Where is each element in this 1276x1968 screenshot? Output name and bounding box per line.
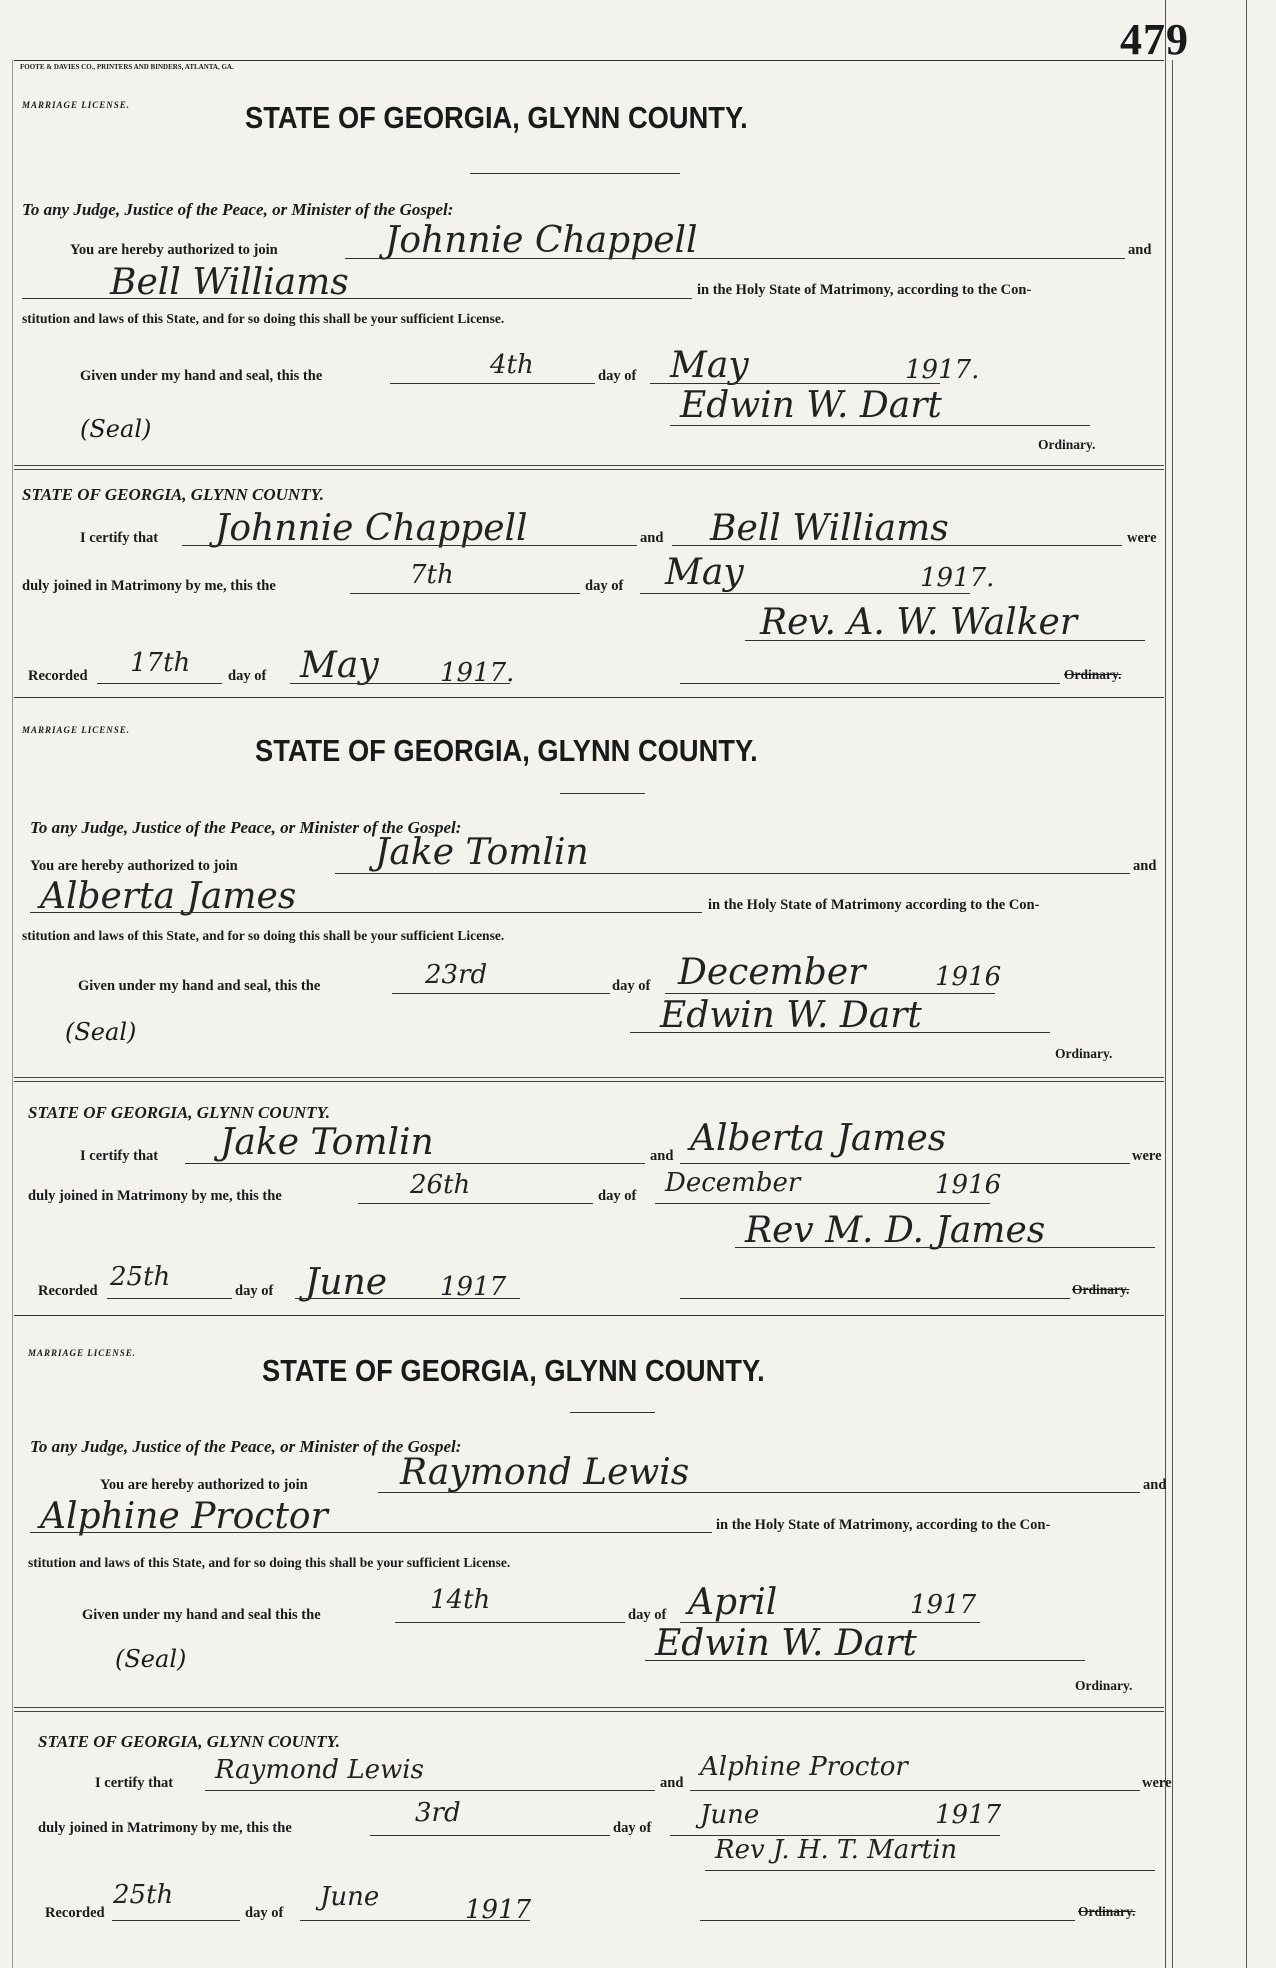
cert-day-of: day of xyxy=(598,1188,637,1204)
cert-groom: Johnnie Chappell xyxy=(215,508,528,549)
license-label: MARRIAGE LICENSE. xyxy=(22,100,131,110)
given-month: December xyxy=(678,952,866,993)
bride-name: Alberta James xyxy=(40,876,297,917)
cert-bride-line xyxy=(672,545,1122,546)
seal-mark: (Seal) xyxy=(80,415,152,443)
holy-state-text: in the Holy State of Matrimony according to the Con- xyxy=(708,897,1040,913)
top-rule xyxy=(14,60,1164,61)
stitution-text: stitution and laws of this State, and for so doing this shall be your sufficient License. xyxy=(22,928,505,943)
given-month-line xyxy=(650,383,940,384)
ordinary-signature: Edwin W. Dart xyxy=(680,385,942,426)
bride-name: Bell Williams xyxy=(110,262,349,303)
ordinary-sign-line xyxy=(630,1032,1050,1033)
and-word: and xyxy=(1143,1477,1167,1493)
printer-line: FOOTE & DAVIES CO., PRINTERS AND BINDERS, ATLANTA, GA. xyxy=(20,63,234,71)
ordinary-signature: Edwin W. Dart xyxy=(655,1623,917,1664)
duly-text: duly joined in Matrimony by me, this the xyxy=(28,1188,282,1204)
rec-month: June xyxy=(305,1262,388,1303)
cert-month-line xyxy=(640,593,970,594)
cert-groom-line xyxy=(185,1163,645,1164)
license-label: MARRIAGE LICENSE. xyxy=(28,1348,137,1358)
bride-line xyxy=(30,912,702,913)
cert-month: May xyxy=(665,552,744,593)
section-divider xyxy=(14,465,1164,470)
rec-day: 17th xyxy=(130,648,191,678)
cert-and: and xyxy=(650,1148,674,1164)
rec-day-of: day of xyxy=(235,1283,274,1299)
cert-groom: Raymond Lewis xyxy=(215,1755,424,1785)
cert-month-line xyxy=(655,1203,990,1204)
cert-year: 1916 xyxy=(935,1170,1002,1200)
to-any-line: To any Judge, Justice of the Peace, or Minister of the Gospel: xyxy=(30,1437,462,1456)
holy-state-text: in the Holy State of Matrimony, according to the Con- xyxy=(697,282,1032,298)
right-margin-rule xyxy=(1165,0,1166,1968)
day-of-text: day of xyxy=(598,368,637,384)
ordinary-label: Ordinary. xyxy=(1038,437,1096,452)
heading-rule xyxy=(560,793,645,794)
were-text: were xyxy=(1132,1148,1162,1164)
to-any-line: To any Judge, Justice of the Peace, or Minister of the Gospel: xyxy=(30,818,462,837)
entry-divider xyxy=(14,697,1164,698)
ordinary-label: Ordinary. xyxy=(1055,1046,1113,1061)
cert-month: June xyxy=(700,1800,760,1830)
certify-text: I certify that xyxy=(80,530,159,546)
and-word: and xyxy=(1133,858,1157,874)
ordinary-sign-line xyxy=(670,425,1090,426)
holy-state-text: in the Holy State of Matrimony, according to the Con- xyxy=(716,1517,1051,1533)
groom-line xyxy=(378,1492,1140,1493)
page-number: 479 xyxy=(1120,15,1189,64)
cert-heading: STATE OF GEORGIA, GLYNN COUNTY. xyxy=(22,485,324,504)
given-text: Given under my hand and seal, this the xyxy=(78,978,321,994)
rec-ordinary-line xyxy=(680,1298,1070,1299)
cert-groom: Jake Tomlin xyxy=(220,1122,434,1163)
given-day-line xyxy=(390,383,595,384)
given-month-line xyxy=(665,993,995,994)
groom-line xyxy=(335,873,1130,874)
left-margin-rule xyxy=(12,60,13,1968)
given-month: April xyxy=(688,1582,778,1623)
rec-day-line xyxy=(112,1920,240,1921)
given-day: 4th xyxy=(490,350,534,380)
cert-bride: Alberta James xyxy=(690,1118,947,1159)
bride-line xyxy=(22,298,692,299)
rec-month: June xyxy=(320,1882,380,1912)
given-text: Given under my hand and seal this the xyxy=(82,1607,321,1623)
certify-text: I certify that xyxy=(95,1775,174,1791)
certify-text: I certify that xyxy=(80,1148,159,1164)
rec-day: 25th xyxy=(113,1880,174,1910)
groom-line xyxy=(345,258,1125,259)
bride-line xyxy=(30,1532,712,1533)
given-year: 1917 xyxy=(910,1590,977,1620)
authorized-text: You are hereby authorized to join xyxy=(70,242,278,258)
rec-ordinary: Ordinary. xyxy=(1078,1904,1136,1919)
seal-mark: (Seal) xyxy=(65,1018,137,1046)
minister-line xyxy=(705,1870,1155,1871)
rec-year: 1917. xyxy=(440,658,515,688)
recorded-text: Recorded xyxy=(28,668,88,684)
groom-name: Jake Tomlin xyxy=(375,832,589,873)
rec-year: 1917 xyxy=(465,1895,532,1925)
were-text: were xyxy=(1142,1775,1172,1791)
license-label: MARRIAGE LICENSE. xyxy=(22,725,131,735)
minister-signature: Rev J. H. T. Martin xyxy=(715,1835,958,1865)
cert-heading: STATE OF GEORGIA, GLYNN COUNTY. xyxy=(28,1103,330,1122)
cert-day-of: day of xyxy=(585,578,624,594)
cert-bride: Alphine Proctor xyxy=(700,1752,908,1782)
groom-name: Raymond Lewis xyxy=(400,1452,690,1493)
license-heading: STATE OF GEORGIA, GLYNN COUNTY. xyxy=(262,1353,765,1388)
cert-heading: STATE OF GEORGIA, GLYNN COUNTY. xyxy=(38,1732,340,1751)
were-text: were xyxy=(1127,530,1157,546)
to-any-line: To any Judge, Justice of the Peace, or Minister of the Gospel: xyxy=(22,200,454,219)
rec-day-of: day of xyxy=(245,1905,284,1921)
stitution-text: stitution and laws of this State, and for so doing this shall be your sufficient License. xyxy=(28,1555,511,1570)
authorized-text: You are hereby authorized to join xyxy=(30,858,238,874)
given-month: May xyxy=(670,345,749,386)
section-divider xyxy=(14,1077,1164,1082)
cert-day-line xyxy=(358,1203,593,1204)
given-text: Given under my hand and seal, this the xyxy=(80,368,323,384)
duly-text: duly joined in Matrimony by me, this the xyxy=(38,1820,292,1836)
license-heading: STATE OF GEORGIA, GLYNN COUNTY. xyxy=(245,100,748,135)
given-year: 1916 xyxy=(935,962,1002,992)
license-heading: STATE OF GEORGIA, GLYNN COUNTY. xyxy=(255,733,758,768)
rec-ordinary: Ordinary. xyxy=(1064,667,1122,682)
ordinary-label: Ordinary. xyxy=(1075,1678,1133,1693)
duly-text: duly joined in Matrimony by me, this the xyxy=(22,578,276,594)
cert-and: and xyxy=(660,1775,684,1791)
seal-mark: (Seal) xyxy=(115,1645,187,1673)
rec-month-line xyxy=(290,683,510,684)
heading-rule xyxy=(470,173,680,174)
stitution-text: stitution and laws of this State, and for so doing this shall be your sufficient License. xyxy=(22,311,505,326)
rec-day-of: day of xyxy=(228,668,267,684)
rec-month-line xyxy=(295,1298,520,1299)
cert-groom-line xyxy=(182,545,637,546)
rec-ordinary-line xyxy=(680,683,1060,684)
rec-day-line xyxy=(107,1298,232,1299)
rec-month: May xyxy=(300,645,379,686)
cert-day-of: day of xyxy=(613,1820,652,1836)
minister-line xyxy=(745,640,1145,641)
recorded-text: Recorded xyxy=(45,1905,105,1921)
bride-name: Alphine Proctor xyxy=(40,1496,328,1537)
day-of-text: day of xyxy=(628,1607,667,1623)
day-of-text: day of xyxy=(612,978,651,994)
cert-bride: Bell Williams xyxy=(710,508,949,549)
authorized-text: You are hereby authorized to join xyxy=(100,1477,308,1493)
recorded-text: Recorded xyxy=(38,1283,98,1299)
and-word: and xyxy=(1128,242,1152,258)
ordinary-sign-line xyxy=(645,1660,1085,1661)
outer-margin-rule xyxy=(1246,0,1247,1968)
cert-day-line xyxy=(350,593,580,594)
cert-groom-line xyxy=(205,1790,655,1791)
cert-year: 1917 xyxy=(935,1800,1002,1830)
given-day: 23rd xyxy=(425,960,488,990)
cert-day: 26th xyxy=(410,1170,471,1200)
rec-day-line xyxy=(97,683,222,684)
minister-signature: Rev. A. W. Walker xyxy=(760,602,1078,643)
groom-name: Johnnie Chappell xyxy=(385,220,698,261)
cert-day: 7th xyxy=(410,560,454,590)
cert-bride-line xyxy=(690,1790,1140,1791)
cert-day-line xyxy=(370,1835,610,1836)
entry-divider xyxy=(14,1315,1164,1316)
heading-rule xyxy=(570,1412,655,1413)
given-day-line xyxy=(392,993,610,994)
right-margin-rule-inner xyxy=(1172,60,1173,1968)
rec-year: 1917 xyxy=(440,1272,507,1302)
given-year: 1917. xyxy=(905,355,980,385)
rec-ordinary-line xyxy=(700,1920,1075,1921)
rec-day: 25th xyxy=(110,1262,171,1292)
rec-ordinary: Ordinary. xyxy=(1072,1282,1130,1297)
cert-month: December xyxy=(665,1168,801,1198)
cert-year: 1917. xyxy=(920,563,995,593)
cert-and: and xyxy=(640,530,664,546)
minister-line xyxy=(735,1247,1155,1248)
given-day-line xyxy=(395,1622,625,1623)
minister-signature: Rev M. D. James xyxy=(745,1210,1046,1251)
section-divider xyxy=(14,1707,1164,1712)
given-day: 14th xyxy=(430,1585,491,1615)
cert-day: 3rd xyxy=(415,1798,461,1828)
rec-month-line xyxy=(300,1920,530,1921)
ordinary-signature: Edwin W. Dart xyxy=(660,995,922,1036)
cert-bride-line xyxy=(680,1163,1130,1164)
